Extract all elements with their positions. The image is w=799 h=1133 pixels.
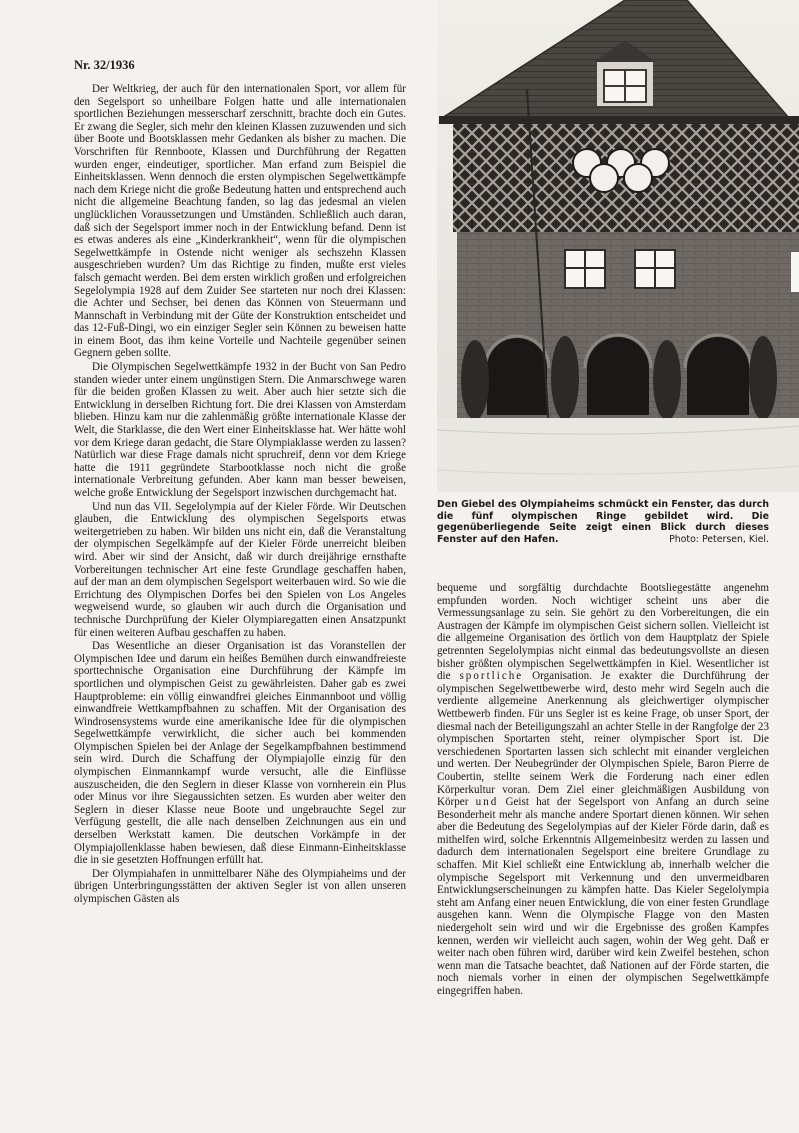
text-run: Organisation. Je exakter die Durchführung der olympischen Segelwettbewerbe wird, desto mehr wird Segeln auch die verdiente allgemeine Anerkennung als gleichwertiger olympischer Wettbewerb finden. Für uns Segler ist es keine Frage, ob unser Sport, der diesmal nach der Beteiligungszahl an achter Stelle in der Rangfolge der 23 olympischen Sportarten steht, reiner olympischer Sport ist. Die verschiedenen Sportarten lassen sich schlecht mit einander vergleichen und werten. Der Neubegründer der Olympischen Spiele, Baron Pierre de Coubertin, stellte seinem Werk die Forderung nach einer edlen Körperkultur voran. Dem Ziel einer gleichmäßigen Ausbildung von Körper: [437, 670, 769, 809]
olympiaheim-photo-illustration: [437, 0, 799, 492]
olympiaheim-photo: [437, 0, 799, 492]
paragraph: Der Olympiahafen in unmittelbarer Nähe des Olympiaheims und der übrigen Unterbringungsstätten der aktiven Segler ist von allen unseren olympischen Gästen als: [74, 867, 406, 905]
photo-credit: Photo: Petersen, Kiel.: [669, 533, 769, 545]
text-run: Geist hat der Segelsport von Anfang an durch seine Besonderheit mehr als manche andere Sportart dienen können. Wir sehen aber die Bedeutung des Segelolympias auf der Kieler Förde darin, daß es mithelfen wird, solche Erkenntnis Allgemeinbesitz werden zu lassen und dadurch dem internationalen Segelsport eine breitere Grundlage zu schaffen. Mit Kiel schließt eine Entwicklung ab, innerhalb welcher die olympische Segelsport mit Verkennung und den unvermeidbaren Entwicklungserscheinungen zu kämpfen hatte. Das Kieler Segelolympia steht am Anfang einer neuen Entwicklung, die von einer festen Grundlage ausgehen kann. Wenn die Olympische Flagge von den Masten niedergeholt sein wird und wir die Ergebnisse des großen Kampfes kennen, werden wir vielleicht auch sagen, wohin der Weg geht. Daß er weiter nach oben führen wird, darüber wird kein Zweifel bestehen, schon wenn man die Tatsache beachtet, daß Nationen auf der Förde starten, die noch niemals vorher in einen der olympischen Segelwettkämpfe eingegriffen haben.: [437, 796, 769, 997]
page-number: Nr. 32/1936: [74, 58, 135, 72]
photo-caption: [437, 499, 769, 545]
paragraph: Der Weltkrieg, der auch für den internationalen Sport, vor allem für den Segelsport so unheilbare Folgen hatte und alle internationalen sportlichen Beziehungen messerscharf zerschnitt, brachte doch ein Gutes. Er zwang die Segler, sich mehr den kleinen Klassen zuzuwenden und sich über Boote und Bootsklassen mehr Gedanken als bisher zu machen. Die Vorschriften für Rennboote, Klassen und Durchführung der Regatten wurden enger, eindeutiger, sportlicher. Man erfand zum Beispiel die Einheitsklassen. Wenn dennoch die ersten olympischen Segelwettkämpfe nach dem Kriege nicht die große Bedeutung hatten und entsprechend auch nicht die allgemeine Beachtung fanden, so lag das jedesmal an vielen unglücklichen Voraussetzungen und Umständen. Schließlich auch daran, daß sich der Segelsport immer noch in der Entwicklung befand. Denn ist es etwas anderes als eine „Kinderkrankheit“, wenn für die olympischen Segelwettkämpfe in Ostende nicht weniger als sechszehn Klassen ausgeschrieben wurden? Um das Richtige zu finden, mußte erst vieles falsch gemacht werden. Bei dem ersten wirklich großen und erfolgreichen Segelolympia 1928 auf dem Zuider See starteten nur noch drei Klassen: die Achter und Sechser, bei denen das Können von Steuermann und Mannschaft in Verbindung mit der Güte der Konstruktion entscheidet und das 12-Fuß-Dingi, wo ein einziger Segler sein Können zu beweisen hatte in einem Boot, das ihm keine Vorteile und Nachteile gegenüber seinen Gegnern geben sollte.: [74, 83, 406, 360]
paragraph: Und nun das VII. Segelolympia auf der Kieler Förde. Wir Deutschen glauben, die Entwicklung des olympischen Segelsports etwas weitergetrieben zu haben. Wir bilden uns nicht ein, daß die Veranstaltung der olympischen Segelkämpfe auf der Kieler Förde unerreicht bleiben wird. Aber wir sind der Ansicht, daß wir durch dreijährige ernsthafte Vorbereitungen technischer Art eine feste Grundlage geschaffen haben, auf der man an dem olympischen Segelsport weiterbauen wird. So wie die Errichtung des Olympischen Dorfes bei den Spielen von Los Angeles wegweisend wurde, so glauben wir auch durch die Organisation und technische Durchprüfung der Kieler Olympiaregatten einen Ansatzpunkt für einen weiteren Aufbau geschaffen zu haben.: [74, 500, 406, 639]
emphasis-spaced: sportliche: [459, 670, 524, 683]
right-column-text: [437, 582, 769, 1072]
text-run: bequeme und sorgfältig durchdachte Bootsliegestätte angenehm empfunden worden. Noch wichtiger scheint uns aber die Vermessungsanlage zu sein. Sie gehört zu den Vorbereitungen, die ein Austragen der Kämpfe im olympischen Geist sichern sollen. Vielleicht ist die allgemeine Organisation des örtlich von dem Hauptplatz der Spiele getrennten Segelolympias nicht einmal das bedeutungsvollste an diesen bisher größten olympischen Segelwettkämpfen in Kiel. Wesentlicher ist die: [437, 582, 769, 683]
paragraph: [437, 582, 769, 998]
paragraph: Die Olympischen Segelwettkämpfe 1932 in der Bucht von San Pedro standen wieder unter einem ungünstigen Stern. Die Anmarschwege waren für die beiden großen Klassen zu weit. Aber auch hier setzte sich die Entwicklung in derselben Richtung fort. Die drei Klassen von Amsterdam blieben. Hinzu kam nur die zahlenmäßig größte internationale Klasse der Welt, die Starklasse, die den Wert einer Einheitsklasse hat. Wer hätte wohl vor dem Kriege daran gedacht, die Stare Olympiaklasse werden zu lassen? Natürlich war diese Frage damals nicht spruchreif, denn vor dem Kriege hatte die 1911 gegründete Starbootklasse noch nicht die große internationale Verbreitung gefunden. Aber kann man besser beweisen, welche große Entwicklung der Segelsport inzwischen durchgemacht hat.: [74, 361, 406, 499]
emphasis-spaced: und: [475, 796, 499, 809]
left-column-text: [74, 83, 406, 1083]
paragraph: Das Wesentliche an dieser Organisation ist das Voranstellen der Olympischen Idee und darum ein heißes Bemühen durch einwandfreieste sporttechnische Organisation eine Durchführung der Kämpfe im sportlichen und olympischen Geist zu gewährleisten. Daher gab es zwei Hauptprobleme: ein völlig einwandfrei gleiches Einmannboot und völlig einwandfreie Wettkampfbahnen zu schaffen. Mit der Organisation des Windrosensystems wurde eine amerikanische Idee für die olympischen Segelwettkämpfe verwirklicht, die sicher auch bei kommenden Olympischen Spielen bei der Anlage der Segelkampfbahnen bestimmend sein wird. Durch die Schaffung der Olympiajolle einzig für den olympischen Einmannkampf wurde versucht, alle die Einflüsse auszuscheiden, die den Seglern in dieser Klasse von vornherein ein Plus oder Minus vor ihre Siegaussichten setzen. Es wurden aber weiter den Seglern in dieser Klasse neue Boote und ungebrauchte Segel zur Verfügung gestellt, die alle nach denselben Zeichnungen aus ein und derselben Werkstatt kamen. Die deutschen Vorkämpfe in der Olympiajollenklasse haben bewiesen, daß diese Einmann-Einheitsklasse die in sie gesetzten Hoffnungen erfüllt hat.: [74, 640, 406, 867]
caption-text: Den Giebel des Olympiaheims schmückt ein Fenster, das durch die fünf olympischen Ringe gebildet wird. Die gegenüberliegende Seite zeigt einen Blick durch dieses Fenster auf den Hafen.: [437, 499, 769, 545]
